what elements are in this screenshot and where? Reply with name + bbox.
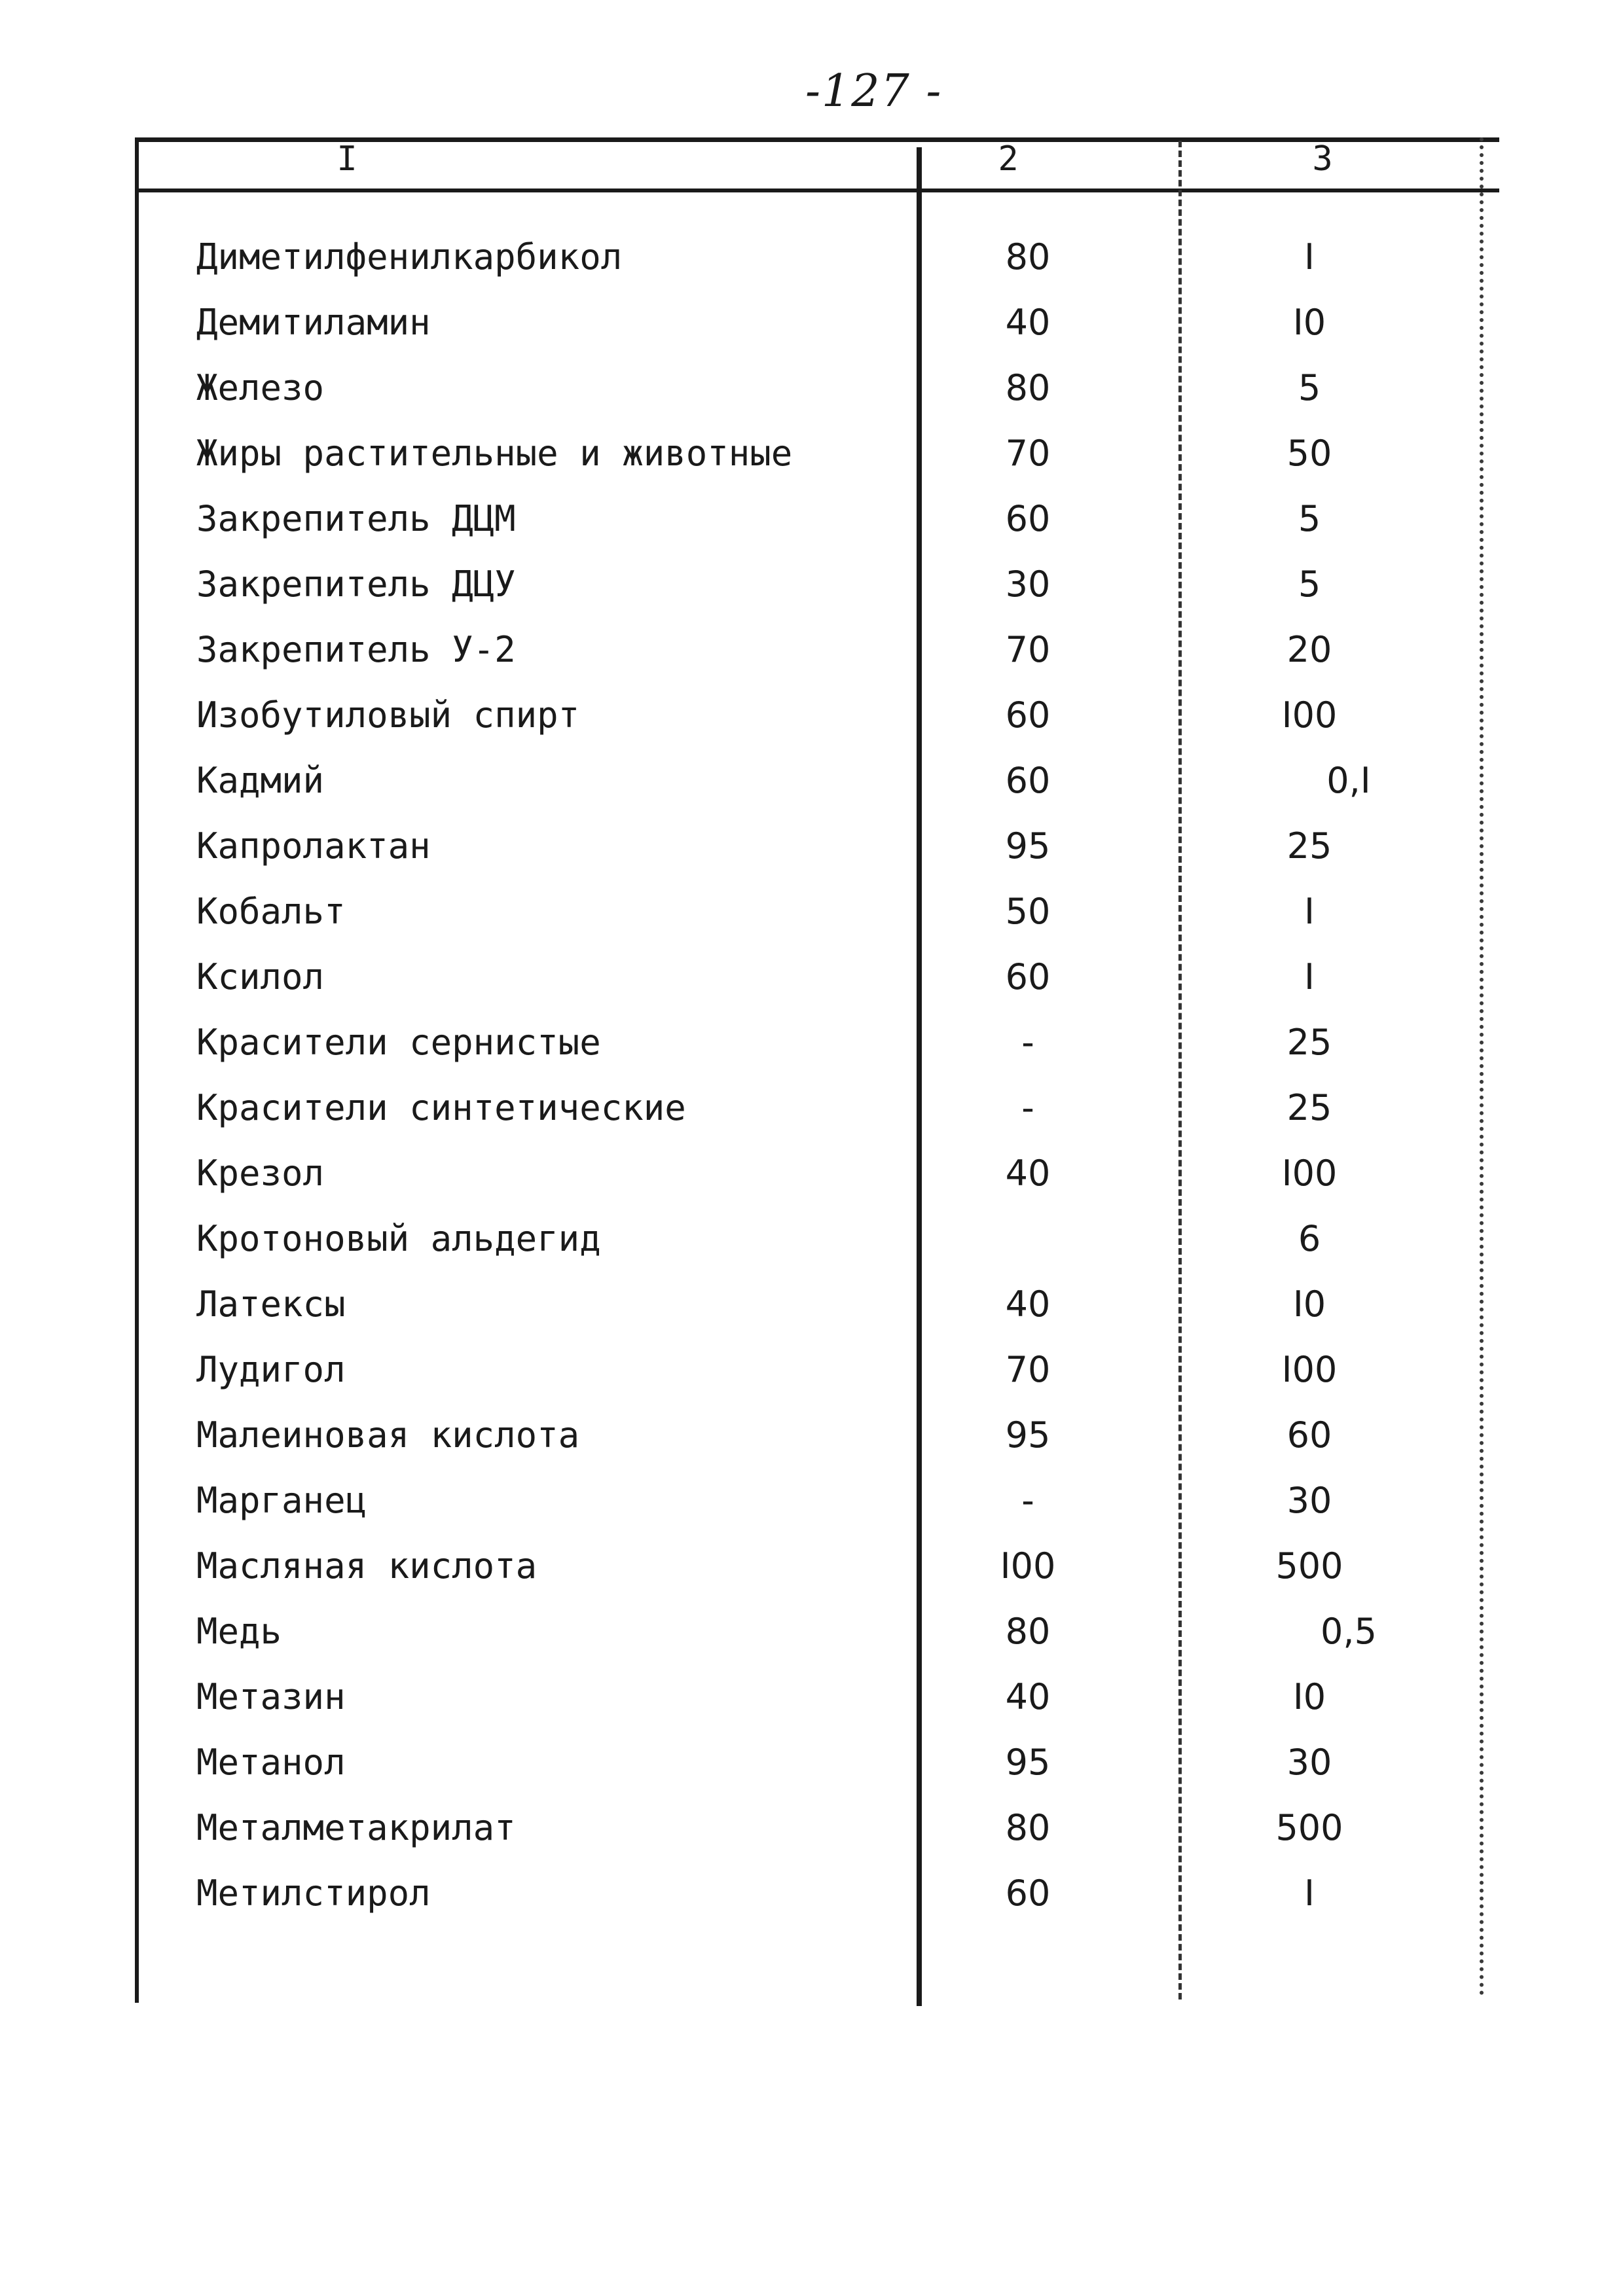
column-2-value: 60 bbox=[1005, 1873, 1051, 1914]
table-row bbox=[0, 1403, 1623, 1468]
column-2-value bbox=[930, 1206, 1126, 1272]
column-3-value: 50 bbox=[1286, 433, 1332, 474]
substance-name: Лудигол bbox=[196, 1349, 346, 1390]
table-row bbox=[0, 1795, 1623, 1861]
column-header-2: 2 bbox=[998, 139, 1019, 179]
column-3-value: I bbox=[1304, 891, 1315, 932]
table-row bbox=[0, 1861, 1623, 1926]
table-row bbox=[0, 1468, 1623, 1534]
column-3-value: 30 bbox=[1286, 1480, 1332, 1521]
substance-name: Ксилол bbox=[196, 956, 325, 997]
substance-name: Изобутиловый спирт bbox=[196, 694, 580, 736]
column-2-value: 60 bbox=[1005, 498, 1051, 539]
column-2-value: 70 bbox=[1005, 629, 1051, 670]
column-2-value: - bbox=[1021, 1480, 1034, 1521]
table-row bbox=[0, 814, 1623, 879]
table-row bbox=[0, 1272, 1623, 1337]
table-row bbox=[0, 421, 1623, 486]
column-header-1: I bbox=[337, 139, 357, 179]
column-3-value: I00 bbox=[1281, 694, 1338, 736]
column-3-value: I bbox=[1304, 236, 1315, 278]
table-header-rule bbox=[137, 188, 1499, 192]
column-2-value: - bbox=[1021, 1087, 1034, 1128]
substance-name: Закрепитель ДЦУ bbox=[196, 564, 516, 605]
table-row bbox=[0, 355, 1623, 421]
column-2-value: 80 bbox=[1005, 1611, 1051, 1652]
substance-name: Кобальт bbox=[196, 891, 346, 932]
column-2-value: 40 bbox=[1005, 1283, 1051, 1325]
column-3-value: I bbox=[1304, 956, 1315, 997]
column-3-value: 5 bbox=[1298, 564, 1321, 605]
column-3-value: 0,I bbox=[1326, 760, 1371, 801]
column-3-value: 30 bbox=[1286, 1742, 1332, 1783]
column-3-value: 500 bbox=[1275, 1807, 1343, 1848]
column-2-value: 40 bbox=[1005, 1153, 1051, 1194]
substance-name: Медь bbox=[196, 1611, 282, 1652]
column-2-value: 95 bbox=[1005, 1742, 1051, 1783]
column-2-value: 50 bbox=[1005, 891, 1051, 932]
column-3-value: 500 bbox=[1275, 1545, 1343, 1587]
column-2-value: I00 bbox=[1000, 1545, 1056, 1587]
substance-name: Закрепитель У-2 bbox=[196, 629, 516, 670]
table-row bbox=[0, 879, 1623, 944]
column-2-value: 40 bbox=[1005, 1676, 1051, 1717]
column-header-3: 3 bbox=[1312, 139, 1333, 179]
table-row bbox=[0, 552, 1623, 617]
column-3-value: 5 bbox=[1298, 367, 1321, 408]
table-row bbox=[0, 1010, 1623, 1075]
column-2-value: 80 bbox=[1005, 236, 1051, 278]
column-2-value: 30 bbox=[1005, 564, 1051, 605]
table-row bbox=[0, 617, 1623, 683]
column-2-value: 95 bbox=[1005, 825, 1051, 867]
table-row bbox=[0, 224, 1623, 290]
column-2-value: 70 bbox=[1005, 1349, 1051, 1390]
table-row bbox=[0, 1075, 1623, 1141]
column-3-value: 0,5 bbox=[1321, 1611, 1377, 1652]
column-2-value: 40 bbox=[1005, 302, 1051, 343]
column-2-value: 95 bbox=[1005, 1414, 1051, 1456]
column-3-value: I bbox=[1304, 1873, 1315, 1914]
column-3-value: I00 bbox=[1281, 1349, 1338, 1390]
column-2-value: 80 bbox=[1005, 1807, 1051, 1848]
substance-name: Крезол bbox=[196, 1153, 325, 1194]
column-2-value: 60 bbox=[1005, 694, 1051, 736]
substance-name: Капролактан bbox=[196, 825, 431, 867]
column-3-value: 25 bbox=[1286, 825, 1332, 867]
column-2-value: 60 bbox=[1005, 760, 1051, 801]
substance-name: Красители сернистые bbox=[196, 1022, 601, 1063]
table-row bbox=[0, 1337, 1623, 1403]
substance-name: Марганец bbox=[196, 1480, 367, 1521]
column-3-value: I0 bbox=[1292, 302, 1326, 343]
substance-name: Жиры растительные и животные bbox=[196, 433, 793, 474]
table-row bbox=[0, 944, 1623, 1010]
table-row bbox=[0, 683, 1623, 748]
column-3-value: 60 bbox=[1286, 1414, 1332, 1456]
substance-name: Железо bbox=[196, 367, 325, 408]
table-row bbox=[0, 1206, 1623, 1272]
column-2-value: 70 bbox=[1005, 433, 1051, 474]
column-3-value: I0 bbox=[1292, 1676, 1326, 1717]
column-3-value: 6 bbox=[1298, 1218, 1321, 1259]
substance-name: Малеиновая кислота bbox=[196, 1414, 580, 1456]
substance-name: Диметилфенилкарбикол bbox=[196, 236, 623, 278]
table-row bbox=[0, 1730, 1623, 1795]
table-row bbox=[0, 1141, 1623, 1206]
substance-name: Масляная кислота bbox=[196, 1545, 538, 1587]
substance-name: Закрепитель ДЦМ bbox=[196, 498, 516, 539]
substance-name: Метанол bbox=[196, 1742, 346, 1783]
substance-name: Метилстирол bbox=[196, 1873, 431, 1914]
table-row bbox=[0, 748, 1623, 814]
substance-name: Кадмий bbox=[196, 760, 325, 801]
column-3-value: I00 bbox=[1281, 1153, 1338, 1194]
column-3-value: 20 bbox=[1286, 629, 1332, 670]
table-row bbox=[0, 1664, 1623, 1730]
column-3-value: I0 bbox=[1292, 1283, 1326, 1325]
table-row bbox=[0, 486, 1623, 552]
column-2-value: 80 bbox=[1005, 367, 1051, 408]
page-number: -127 - bbox=[805, 65, 943, 117]
column-3-value: 5 bbox=[1298, 498, 1321, 539]
table-row bbox=[0, 1599, 1623, 1664]
substance-name: Метазин bbox=[196, 1676, 346, 1717]
column-2-value: - bbox=[1021, 1022, 1034, 1063]
column-3-value: 25 bbox=[1286, 1087, 1332, 1128]
column-2-value: 60 bbox=[1005, 956, 1051, 997]
substance-name: Латексы bbox=[196, 1283, 346, 1325]
column-3-value: 25 bbox=[1286, 1022, 1332, 1063]
substance-name: Металметакрилат bbox=[196, 1807, 516, 1848]
substance-name: Кротоновый альдегид bbox=[196, 1218, 601, 1259]
substance-name: Красители синтетические bbox=[196, 1087, 686, 1128]
table-row bbox=[0, 1534, 1623, 1599]
substance-name: Демитиламин bbox=[196, 302, 431, 343]
table-row bbox=[0, 290, 1623, 355]
